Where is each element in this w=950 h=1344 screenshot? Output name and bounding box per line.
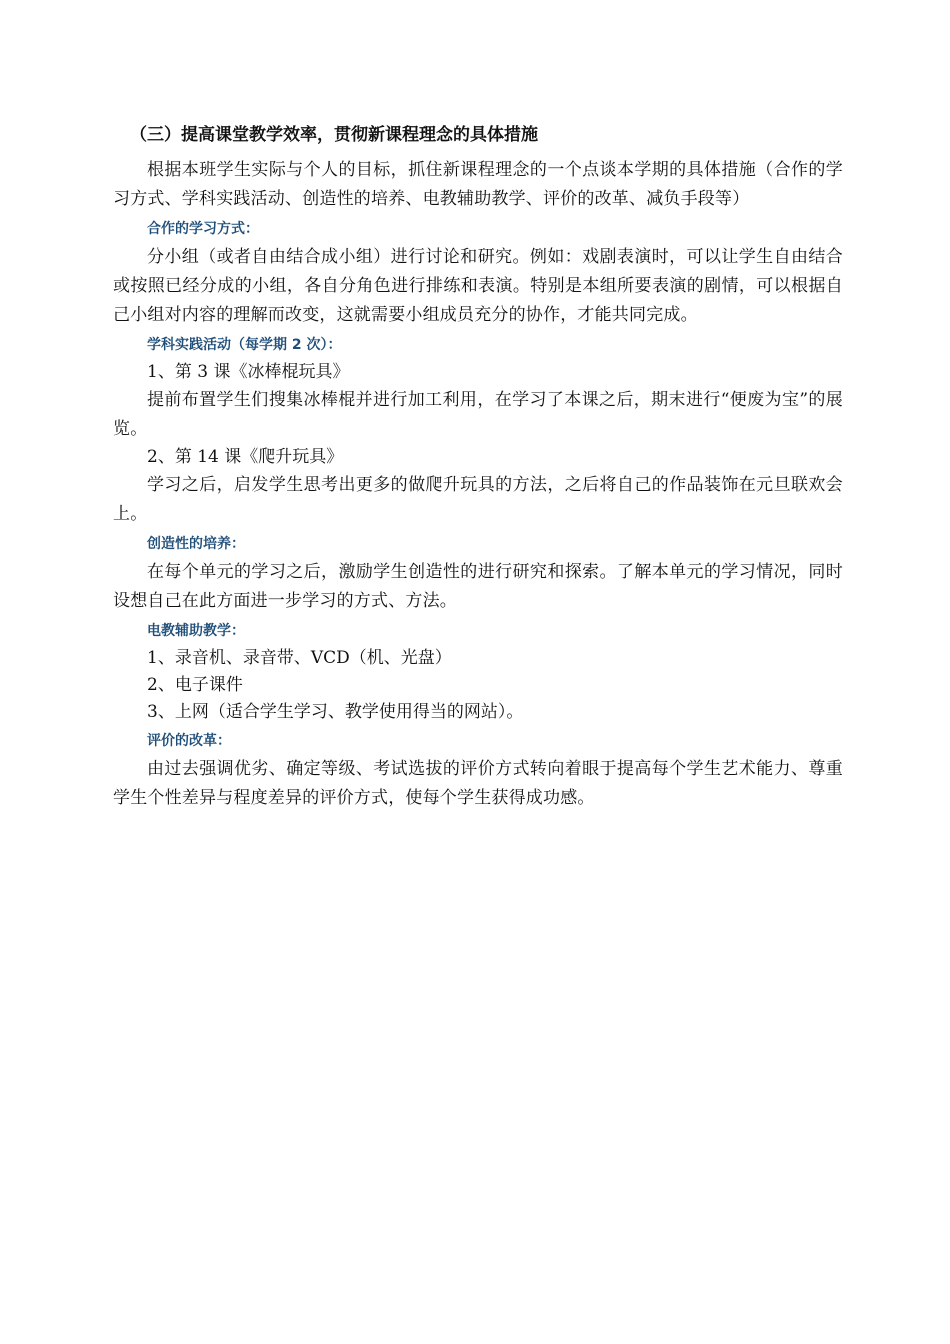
evaluation-reform-text: 由过去强调优劣、确定等级、考试选拔的评价方式转向着眼于提高每个学生艺术能力、尊重学生个性差异与程度差异的评价方式，使每个学生获得成功感。 — [113, 759, 843, 808]
heading-cooperative-learning: 合作的学习方式： — [147, 221, 259, 237]
multimedia-item-3: 3、上网（适合学生学习、教学使用得当的网站）。 — [147, 702, 524, 722]
practice-item-2-text: 学习之后，启发学生思考出更多的做爬升玩具的方法，之后将自己的作品装饰在元旦联欢会上。 — [113, 475, 843, 524]
section-title: （三）提高课堂教学效率，贯彻新课程理念的具体措施 — [130, 125, 538, 145]
heading-practice-activities: 学科实践活动（每学期 2 次）： — [147, 337, 342, 353]
heading-creativity: 创造性的培养： — [147, 536, 245, 552]
practice-item-1: 1、第 3 课《冰棒棍玩具》 — [147, 362, 350, 382]
multimedia-item-2: 2、电子课件 — [147, 675, 243, 695]
heading-multimedia-teaching: 电教辅助教学： — [147, 623, 245, 639]
practice-item-1-text: 提前布置学生们搜集冰棒棍并进行加工利用，在学习了本课之后，期末进行“便废为宝”的展览。 — [113, 390, 843, 439]
practice-item-2: 2、第 14 课《爬升玩具》 — [147, 447, 344, 467]
cooperative-learning-text: 分小组（或者自由结合成小组）进行讨论和研究。例如：戏剧表演时，可以让学生自由结合或按照已经分成的小组，各自分角色进行排练和表演。特别是本组所要表演的剧情，可以根据自己小组对内容的理解而改变，这就需要小组成员充分的协作，才能共同完成。 — [113, 247, 843, 325]
heading-evaluation-reform: 评价的改革： — [147, 733, 231, 749]
creativity-text: 在每个单元的学习之后，激励学生创造性的进行研究和探索。了解本单元的学习情况，同时设想自己在此方面进一步学习的方式、方法。 — [113, 562, 843, 611]
document-body — [113, 120, 843, 813]
multimedia-item-1: 1、录音机、录音带、VCD（机、光盘） — [147, 648, 452, 668]
intro-paragraph: 根据本班学生实际与个人的目标，抓住新课程理念的一个点谈本学期的具体措施（合作的学习方式、学科实践活动、创造性的培养、电教辅助教学、评价的改革、减负手段等） — [113, 160, 843, 209]
